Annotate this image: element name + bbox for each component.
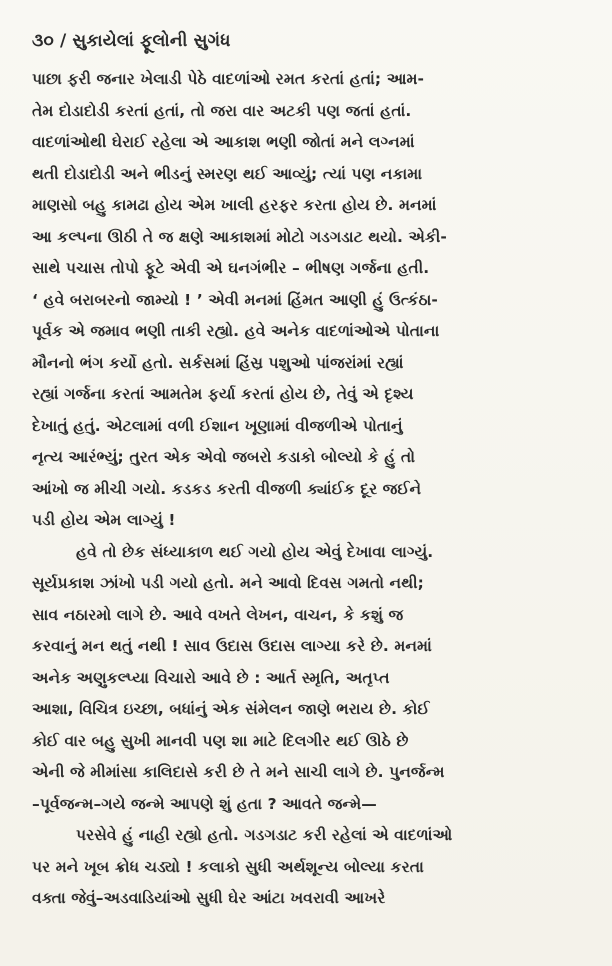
text-line: પડી હોય એમ લાગ્યું !: [32, 511, 176, 529]
text-line: ‘ હવે બરાબરનો જામ્યો ! ’ એવી મનમાં હિંમત આણી હું ઉત્કંઠા-: [32, 290, 438, 309]
text-line: અનેક અણુકલ્પ્યા વિચારો આવે છે : આર્ત સ્મૃતિ, અતૃપ્ત: [32, 668, 390, 687]
text-line: થતી દોડાદોડી અને ભીડનું સ્મરણ થઈ આવ્યું; ત્યાં પણ નકામા: [32, 164, 423, 183]
text-line: મૌનનો ભંગ કર્યો હતો. સર્કસમાં હિંસ્ર પશુઓ પાંજરાંમાં રહ્યાં: [32, 353, 404, 372]
text-line: આશા, વિચિત્ર ઇચ્છા, બધાંનું એક સંમેલન જાણે ભરાય છે. કોઈ: [32, 700, 430, 718]
header-separator: /: [59, 31, 67, 51]
text-line: દેખાતું હતું. એટલામાં વળી ઈશાન ખૂણામાં વીજળીએ પોતાનું: [32, 416, 403, 435]
text-line: નૃત્ય આરંભ્યું; તુરત એક એવો જબરો કડાકો બોલ્યો કે હું તો: [32, 448, 416, 466]
text-line: વાદળાંઓથી ઘેરાઈ રહેલા એ આકાશ ભણી જોતાં મને લગ્નમાં: [32, 133, 415, 151]
text-line: તેમ દોડાદોડી કરતાં હતાં, તો જરા વાર અટકી પણ જતાં હતાં.: [32, 101, 412, 120]
text-line: કરવાનું મન થતું નથી ! સાવ ઉદાસ ઉદાસ લાગ્યા કરે છે. મનમાં: [32, 637, 432, 655]
text-line: વક્તા જેવું–અડવાડિયાંઓ સુધી ઘેર આંટા ખવરાવી આખરે: [32, 889, 386, 907]
text-line: સાવ નઠારમો લાગે છે. આવે વખતે લેખન, વાચન, કે કશું જ: [32, 605, 404, 624]
page-number: ૩૦: [32, 31, 54, 51]
text-line: –પૂર્વજન્મ–ગયે જન્મે આપણે શું હતા ? આવતે જન્મે—: [32, 794, 377, 813]
text-line: રહ્યાં ગર્જના કરતાં આમતેમ ફર્યા કરતાં હોય છે, તેવું એ દૃશ્ય: [32, 385, 414, 403]
text-line: પૂર્વક એ જમાવ ભણી તાકી રહ્યો. હવે અનેક વાદળાંઓએ પોતાના: [32, 322, 440, 340]
running-title: સુકાયેલાં ફૂલોની સુગંધ: [72, 31, 231, 51]
paragraph-start-line: હવે તો છેક સંધ્યાકાળ થઈ ગયો હોય એવું દેખાવા લાગ્યું.: [76, 542, 434, 561]
text-line: પાછા ફરી જનાર ખેલાડી પેઠે વાદળાંઓ રમત કરતાં હતાં; આમ-: [32, 70, 425, 88]
text-line: એની જે મીમાંસા કાલિદાસે કરી છે તે મને સાચી લાગે છે. પુનર્જન્મ: [32, 763, 445, 781]
body-text: [32, 64, 580, 915]
text-line: સાથે પચાસ તોપો ફૂટે એવી એ ઘનગંભીર – ભીષણ ગર્જના હતી.: [32, 259, 430, 277]
text-line: પર મને ખૂબ ક્રોધ ચડ્યો ! કલાકો સુધી અર્થશૂન્ય બોલ્યા કરતા: [32, 857, 424, 876]
paragraph-start-line: પરસેવે હું નાહી રહ્યો હતો. ગડગડાટ કરી રહેલાં એ વાદળાંઓ: [76, 826, 453, 844]
text-line: આ કલ્પના ઊઠી તે જ ક્ષણે આકાશમાં મોટો ગડગડાટ થયો. એકી-: [32, 227, 447, 246]
text-line: માણસો બહુ કામઢા હોય એમ ખાલી હરફર કરતા હોય છે. મનમાં: [32, 196, 437, 214]
page-header: [32, 30, 580, 52]
text-line: કોઈ વાર બહુ સુખી માનવી પણ શા માટે દિલગીર થઈ ઊઠે છે: [32, 731, 409, 750]
text-line: આંખો જ મીચી ગયો. કડકડ કરતી વીજળી ક્યાંઈક દૂર જઈને: [32, 479, 422, 498]
text-line: સૂર્યપ્રકાશ ઝાંખો પડી ગયો હતો. મને આવો દિવસ ગમતો નથી;: [32, 574, 424, 592]
